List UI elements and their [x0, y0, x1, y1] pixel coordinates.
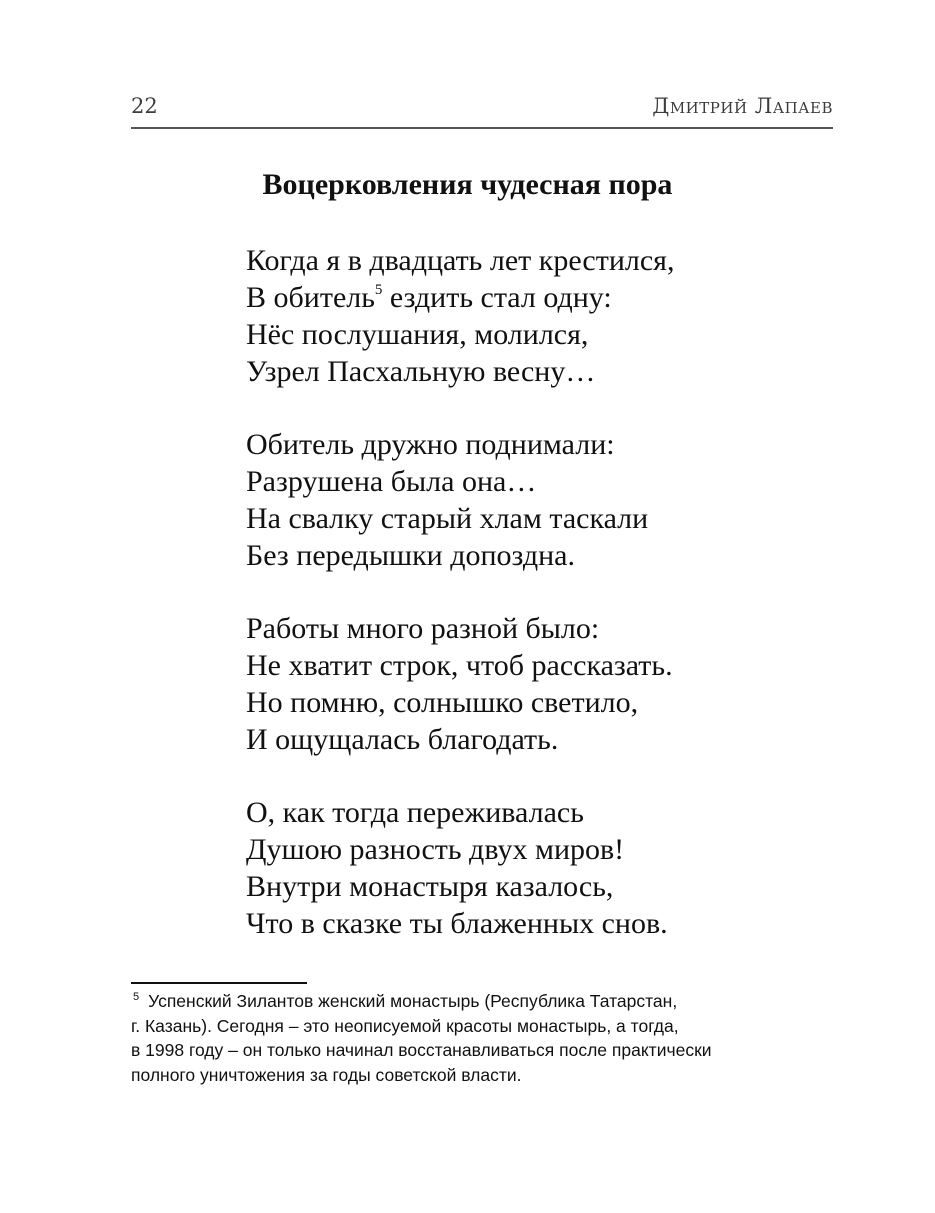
stanza-2	[246, 426, 674, 574]
verse-line: О, как тогда переживалась	[246, 796, 584, 829]
verse-text: В обитель	[246, 281, 375, 314]
verse-line: Внутри монастыря казалось,	[246, 870, 614, 903]
verse-line: Нёс послушания, молился,	[246, 318, 589, 351]
footnote-line	[131, 989, 831, 1014]
footnote-line: в 1998 году – он только начинал восстанавливаться после практически	[131, 1040, 712, 1060]
verse-line: Обитель дружно поднимали:	[246, 428, 615, 461]
verse-line: Когда я в двадцать лет крестился,	[246, 244, 675, 277]
footnote-line: полного уничтожения за годы советской власти.	[131, 1064, 522, 1085]
verse-text: ездить стал одну:	[382, 281, 612, 314]
verse-line: Разрушена была она…	[246, 465, 537, 498]
verse-line: Работы много разной было:	[246, 612, 600, 645]
running-header	[131, 94, 833, 124]
verse-line: Что в сказке ты блаженных снов.	[246, 907, 668, 940]
stanza-3	[246, 610, 674, 758]
verse-line: На свалку старый хлам таскали	[246, 502, 649, 535]
author-name: Дмитрий Лапаев	[652, 94, 833, 118]
verse-line-with-footnote	[246, 279, 674, 316]
poem-title: Воцерковления чудесная пора	[262, 168, 673, 201]
header-divider	[131, 127, 833, 129]
verse-line: Не хватит строк, чтоб рассказать.	[246, 649, 673, 682]
poem-body	[246, 242, 674, 978]
verse-line: Но помню, солнышко светило,	[246, 686, 639, 719]
footnote	[131, 989, 831, 1087]
footnote-text: Успенский Зилантов женский монастырь (Республика Татарстан,	[148, 991, 678, 1011]
stanza-4	[246, 794, 674, 942]
footnote-separator	[131, 982, 307, 984]
verse-line: Душою разность двух миров!	[246, 833, 625, 866]
verse-line: И ощущалась благодать.	[246, 723, 559, 756]
footnote-line: г. Казань). Сегодня – это неописуемой красоты монастырь, а тогда,	[131, 1015, 679, 1036]
page-number: 22	[131, 94, 158, 118]
verse-line: Узрел Пасхальную весну…	[246, 355, 596, 388]
footnote-marker: 5	[133, 991, 140, 1003]
footnote-reference[interactable]: 5	[374, 282, 383, 298]
stanza-1	[246, 242, 674, 390]
verse-line: Без передышки допоздна.	[246, 539, 575, 572]
